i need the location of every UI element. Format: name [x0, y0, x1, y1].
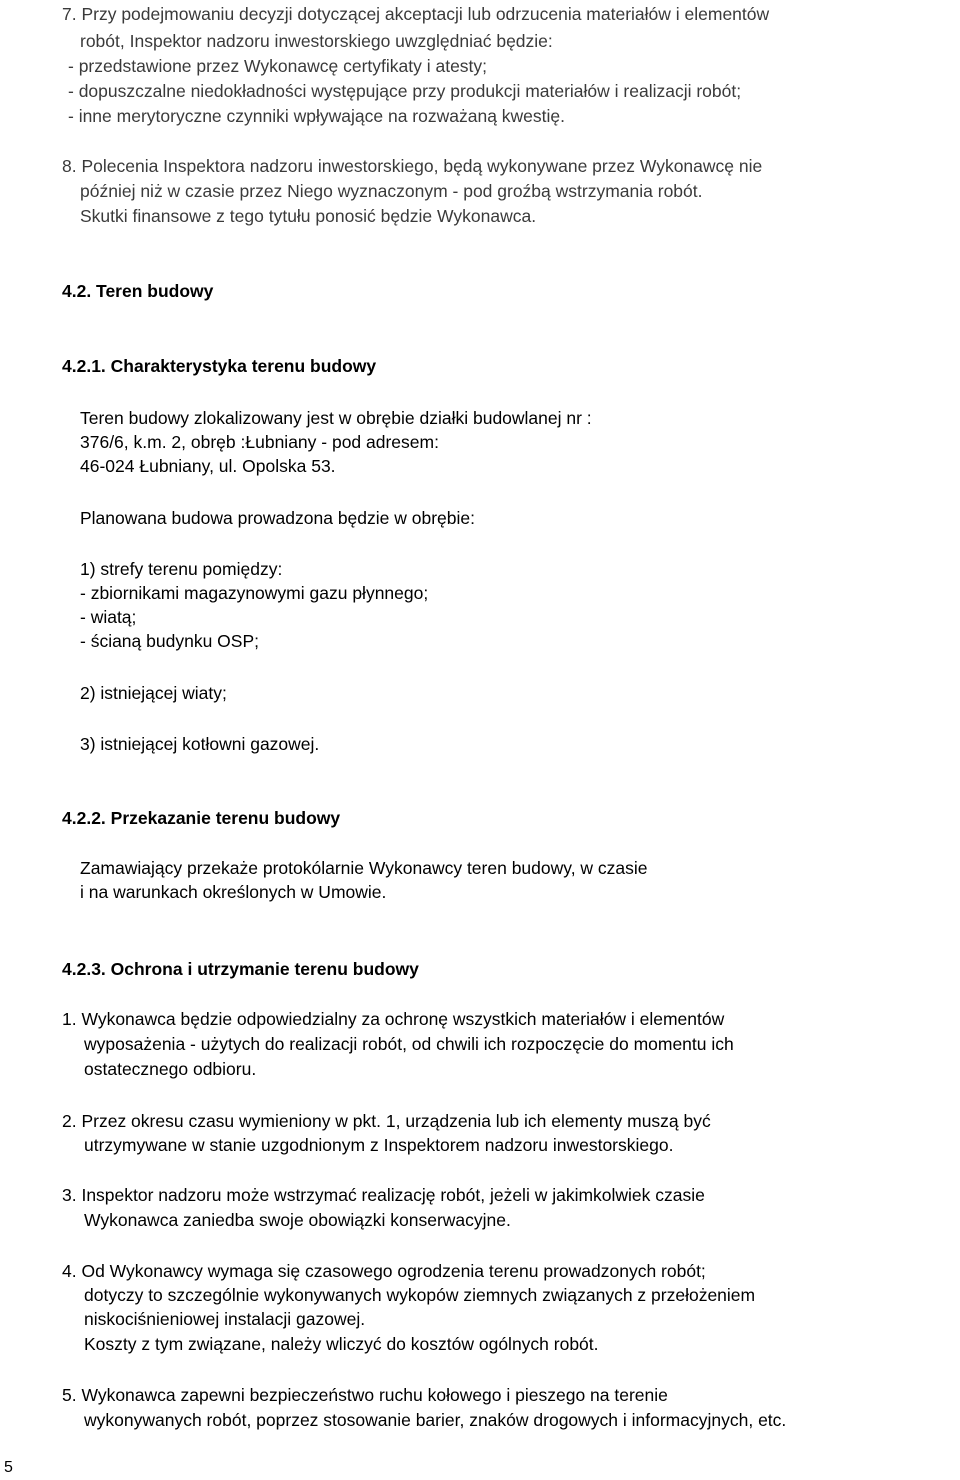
text-line: 8. Polecenia Inspektora nadzoru inwestorskiego, będą wykonywane przez Wykonawcę nie — [62, 156, 763, 176]
list-item: - wiatą; — [80, 607, 137, 627]
list-item: 3) istniejącej kotłowni gazowej. — [80, 734, 320, 754]
text-line: niskociśnieniowej instalacji gazowej. — [84, 1309, 366, 1329]
list-item: 3. Inspektor nadzoru może wstrzymać realizację robót, jeżeli w jakimkolwiek czasie — [62, 1185, 705, 1205]
heading-4-2-3: 4.2.3. Ochrona i utrzymanie terenu budowy — [62, 959, 419, 979]
text-line: później niż w czasie przez Niego wyznaczonym - pod groźbą wstrzymania robót. — [80, 181, 703, 201]
text-line: Wykonawca zaniedba swoje obowiązki konserwacyjne. — [84, 1210, 511, 1230]
list-item: - zbiornikami magazynowymi gazu płynnego; — [80, 583, 429, 603]
heading-4-2: 4.2. Teren budowy — [62, 281, 214, 301]
text-line: Teren budowy zlokalizowany jest w obrębie działki budowlanej nr : — [80, 408, 592, 428]
list-item: 1) strefy terenu pomiędzy: — [80, 559, 283, 579]
text-line: 7. Przy podejmowaniu decyzji dotyczącej akceptacji lub odrzucenia materiałów i elementów — [62, 4, 770, 24]
text-line: wyposażenia - użytych do realizacji robót, od chwili ich rozpoczęcie do momentu ich — [84, 1034, 734, 1054]
list-item: 2. Przez okresu czasu wymieniony w pkt. 1, urządzenia lub ich elementy muszą być — [62, 1111, 711, 1131]
list-item: - przedstawione przez Wykonawcę certyfikaty i atesty; — [68, 56, 488, 76]
text-line: ostatecznego odbioru. — [84, 1059, 257, 1079]
text-line: 376/6, k.m. 2, obręb :Łubniany - pod adresem: — [80, 432, 439, 452]
list-item: 1. Wykonawca będzie odpowiedzialny za ochronę wszystkich materiałów i elementów — [62, 1009, 725, 1029]
text-line: i na warunkach określonych w Umowie. — [80, 882, 387, 902]
text-line: Koszty z tym związane, należy wliczyć do kosztów ogólnych robót. — [84, 1334, 599, 1354]
list-item: - inne merytoryczne czynniki wpływające na rozważaną kwestię. — [68, 106, 566, 126]
text-line: 46-024 Łubniany, ul. Opolska 53. — [80, 456, 336, 476]
text-line: Skutki finansowe z tego tytułu ponosić będzie Wykonawca. — [80, 206, 537, 226]
list-item: 5. Wykonawca zapewni bezpieczeństwo ruchu kołowego i pieszego na terenie — [62, 1385, 668, 1405]
planned-intro: Planowana budowa prowadzona będzie w obrębie: — [80, 508, 475, 528]
list-item: - ścianą budynku OSP; — [80, 631, 259, 651]
list-item: - dopuszczalne niedokładności występujące przy produkcji materiałów i realizacji robót; — [68, 81, 742, 101]
text-line: Zamawiający przekaże protokólarnie Wykonawcy teren budowy, w czasie — [80, 858, 648, 878]
page-number: 5 — [4, 1459, 13, 1476]
heading-4-2-2: 4.2.2. Przekazanie terenu budowy — [62, 808, 341, 828]
list-item: 4. Od Wykonawcy wymaga się czasowego ogrodzenia terenu prowadzonych robót; — [62, 1261, 706, 1281]
heading-4-2-1: 4.2.1. Charakterystyka terenu budowy — [62, 356, 377, 376]
text-line: wykonywanych robót, poprzez stosowanie barier, znaków drogowych i informacyjnych, etc. — [84, 1410, 787, 1430]
text-line: dotyczy to szczególnie wykonywanych wykopów ziemnych związanych z przełożeniem — [84, 1285, 756, 1305]
text-line: utrzymywane w stanie uzgodnionym z Inspektorem nadzoru inwestorskiego. — [84, 1135, 674, 1155]
list-item: 2) istniejącej wiaty; — [80, 683, 227, 703]
text-line: robót, Inspektor nadzoru inwestorskiego uwzględniać będzie: — [80, 31, 553, 51]
